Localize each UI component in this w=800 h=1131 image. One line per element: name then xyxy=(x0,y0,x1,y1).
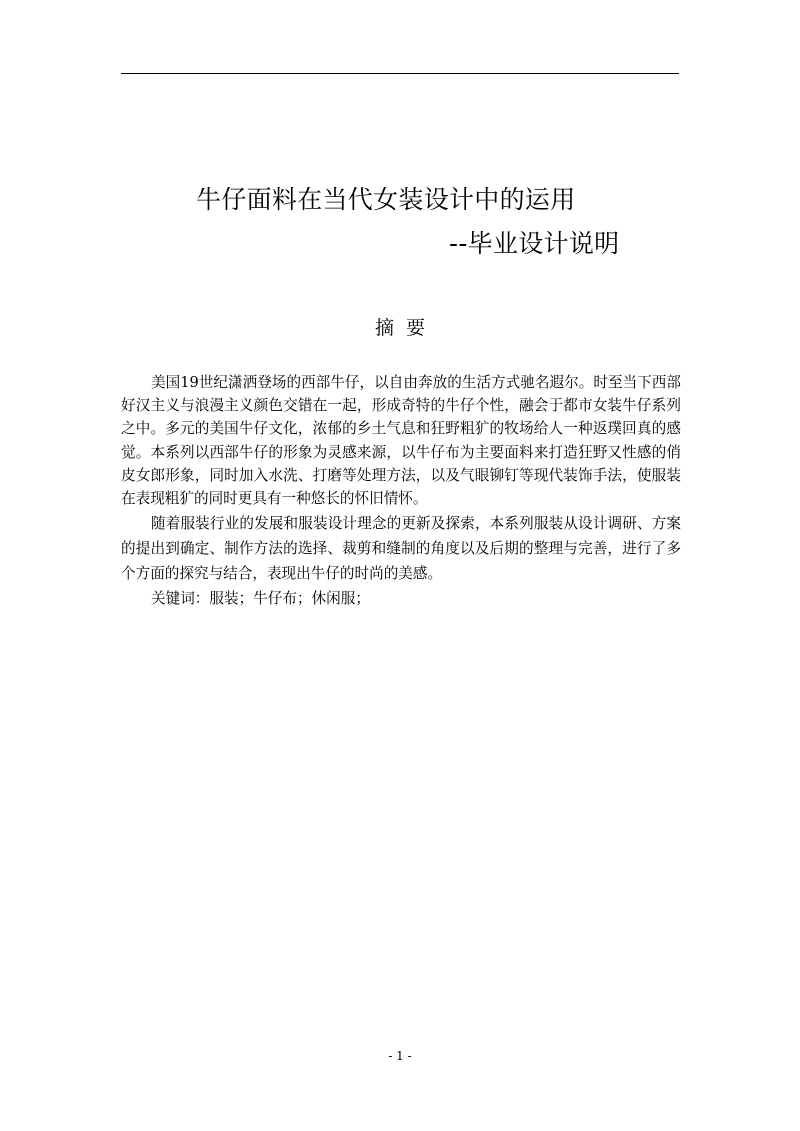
page-number: - 1 - xyxy=(388,1049,412,1063)
keywords-line: 关键词：服装；牛仔布；休闲服； xyxy=(151,589,370,607)
abstract-paragraph: 美国19世纪潇洒登场的西部牛仔，以自由奔放的生活方式驰名遐尔。时至当下西部好汉主义与浪漫主义颜色交错在一起，形成奇特的牛仔个性，融会于都市女装牛仔系列之中。多元的美国牛仔文化，浓郁的乡土气息和狂野粗犷的牧场给人一种返璞回真的感觉。本系列以西部牛仔的形象为灵感来源，以牛仔布为主要面料来打造狂野又性感的俏皮女郎形象，同时加入水洗、打磨等处理方法，以及气眼铆钉等现代装饰手法，使服装在表现粗犷的同时更具有一种悠长的怀旧情怀。 xyxy=(121,374,681,508)
header-rule xyxy=(121,73,679,74)
document-subtitle: --毕业设计说明 xyxy=(449,229,620,258)
abstract-heading: 摘 要 xyxy=(374,317,426,339)
abstract-body xyxy=(121,371,681,611)
document-title: 牛仔面料在当代女装设计中的运用 xyxy=(196,185,576,214)
abstract-paragraph: 随着服装行业的发展和服装设计理念的更新及探索，本系列服装从设计调研、方案的提出到确定、制作方法的选择、裁剪和缝制的角度以及后期的整理与完善，进行了多个方面的探究与结合，表现出牛仔的时尚的美感。 xyxy=(121,515,681,582)
